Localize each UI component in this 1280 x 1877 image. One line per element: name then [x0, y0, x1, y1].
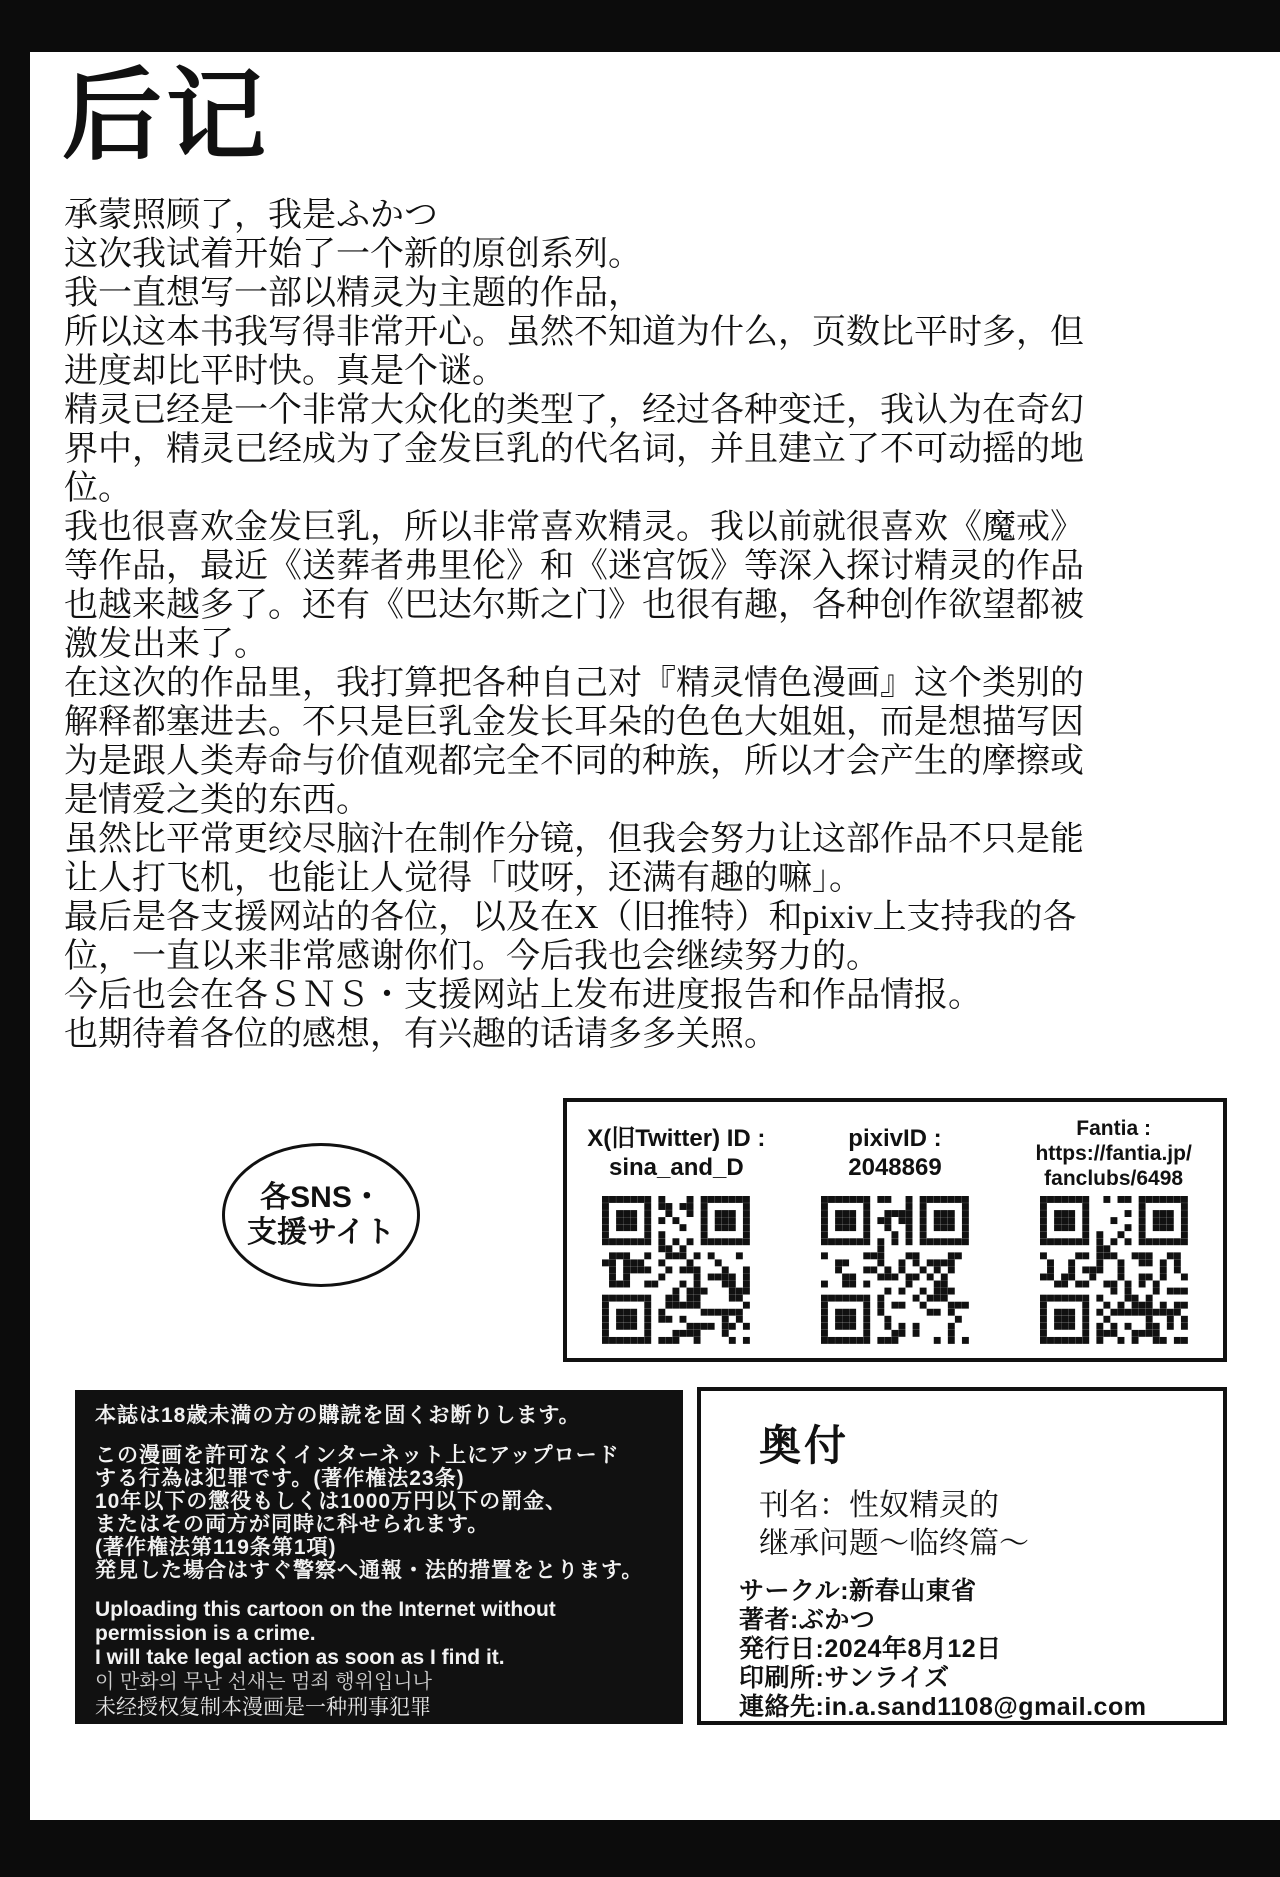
qr-label-line: pixivID :	[848, 1125, 942, 1152]
afterword-line: 解释都塞进去。不只是巨乳金发长耳朵的色色大姐姐，而是想描写因	[64, 704, 1084, 741]
afterword-line: 界中，精灵已经成为了金发巨乳的代名词，并且建立了不可动摇的地	[64, 431, 1084, 468]
warning-line: Uploading this cartoon on the Internet without	[95, 1598, 556, 1621]
colophon-title: 奥付	[759, 1422, 850, 1469]
warning-line: (著作権法第119条第1項)	[95, 1536, 337, 1559]
afterword-line: 让人打飞机，也能让人觉得「哎呀，还满有趣的嘛」。	[64, 860, 863, 897]
afterword-line: 激发出来了。	[64, 626, 268, 663]
qr-label-line: X(旧Twitter) ID :	[587, 1125, 766, 1152]
qr-label-line: fanclubs/6498	[1044, 1166, 1184, 1190]
afterword-line: 是情爱之类的东西。	[64, 782, 370, 819]
afterword-line: 我也很喜欢金发巨乳，所以非常喜欢精灵。我以前就很喜欢《魔戒》	[64, 509, 1084, 546]
publication-name	[759, 1487, 1029, 1563]
warning-line: 未经授权复制本漫画是一种刑事犯罪	[95, 1695, 431, 1719]
afterword-line: 承蒙照顾了，我是ふかつ	[64, 197, 438, 234]
publication-line: 刊名：性奴精灵的	[759, 1489, 999, 1522]
page-title: 后记	[62, 61, 270, 172]
afterword-line: 精灵已经是一个非常大众化的类型了，经过各种变迁，我认为在奇幻	[64, 392, 1084, 429]
sns-bubble	[222, 1143, 420, 1287]
afterword-text	[64, 196, 1094, 1054]
colophon-detail-line: 発行日:2024年8月12日	[739, 1635, 1002, 1663]
warning-line: この漫画を許可なくインターネット上にアップロード	[95, 1444, 620, 1467]
colophon-detail-line: サークル:新春山東省	[739, 1577, 977, 1605]
afterword-line: 进度却比平时快。真是个谜。	[64, 353, 506, 390]
qr-label-pixiv	[848, 1114, 941, 1192]
afterword-line: 在这次的作品里，我打算把各种自己对『精灵情色漫画』这个类别的	[64, 665, 1084, 702]
qr-label-line: https://fantia.jp/	[1035, 1141, 1192, 1165]
afterword-line: 也期待着各位的感想，有兴趣的话请多多关照。	[64, 1016, 778, 1053]
afterword-line: 为是跟人类寿命与价值观都完全不同的种族，所以才会产生的摩擦或	[64, 743, 1084, 780]
sns-bubble-line1: 各SNS・	[260, 1181, 382, 1214]
qr-column-x-twitter	[568, 1114, 784, 1344]
qr-label-line: Fantia :	[1076, 1116, 1151, 1140]
qr-label-x-twitter	[587, 1114, 765, 1192]
afterword-line: 今后也会在各ＳＮＳ・支援网站上发布进度报告和作品情报。	[64, 977, 982, 1014]
colophon-box	[697, 1387, 1227, 1725]
qr-label-line: 2048869	[848, 1154, 942, 1181]
afterword-line: 等作品，最近《送葬者弗里伦》和《迷宫饭》等深入探讨精灵的作品	[64, 548, 1084, 585]
warning-line: またはその両方が同時に科せられます。	[95, 1513, 490, 1536]
afterword-line: 这次我试着开始了一个新的原创系列。	[64, 236, 642, 273]
afterword-line: 位。	[64, 470, 132, 507]
qr-column-fantia	[1005, 1114, 1221, 1344]
afterword-line: 最后是各支援网站的各位，以及在X（旧推特）和pixiv上支持我的各	[64, 899, 1077, 936]
x-twitter-qr-code	[602, 1196, 750, 1344]
afterword-line: 我一直想写一部以精灵为主题的作品，	[64, 275, 642, 312]
warning-line: する行為は犯罪です。(著作権法23条)	[95, 1467, 465, 1490]
colophon-detail-line: 著者:ぶかつ	[739, 1606, 876, 1634]
colophon-detail-line: 印刷所:サンライズ	[739, 1664, 950, 1692]
sns-bubble-line2: 支援サイト	[247, 1216, 395, 1249]
pixiv-qr-code	[821, 1196, 969, 1344]
afterword-line: 虽然比平常更绞尽脑汁在制作分镜，但我会努力让这部作品不只是能	[64, 821, 1084, 858]
colophon-details	[739, 1577, 1146, 1722]
qr-label-fantia	[1035, 1114, 1191, 1192]
qr-column-pixiv	[787, 1114, 1003, 1344]
qr-links-box	[563, 1098, 1227, 1362]
left-black-strip	[0, 0, 30, 1877]
top-black-bar	[0, 0, 1280, 52]
warning-line: 이 만화의 무난 선새는 멈죄 행위입니나	[95, 1671, 432, 1693]
warning-line: I will take legal action as soon as I find it.	[95, 1646, 505, 1669]
warning-line: 10年以下の懲役もしくは1000万円以下の罰金、	[95, 1490, 568, 1513]
bottom-black-bar	[0, 1820, 1280, 1877]
afterword-line: 所以这本书我写得非常开心。虽然不知道为什么，页数比平时多，但	[64, 314, 1084, 351]
qr-label-line: sina_and_D	[608, 1154, 744, 1181]
warning-line: permission is a crime.	[95, 1622, 316, 1645]
warning-line: 本誌は18歳未満の方の購読を固くお断りします。	[95, 1404, 581, 1427]
warning-line	[95, 1428, 663, 1444]
colophon-detail-line: 連絡先:in.a.sand1108@gmail.com	[739, 1693, 1147, 1721]
warning-line	[95, 1582, 663, 1598]
afterword-line: 也越来越多了。还有《巴达尔斯之门》也很有趣，各种创作欲望都被	[64, 587, 1084, 624]
copyright-warning-box	[75, 1390, 683, 1724]
warning-line: 発見した場合はすぐ警察へ通報・法的措置をとります。	[95, 1559, 644, 1582]
publication-line: 继承问题～临终篇～	[759, 1527, 1029, 1560]
afterword-line: 位，一直以来非常感谢你们。今后我也会继续努力的。	[64, 938, 880, 975]
fantia-qr-code	[1040, 1196, 1188, 1344]
